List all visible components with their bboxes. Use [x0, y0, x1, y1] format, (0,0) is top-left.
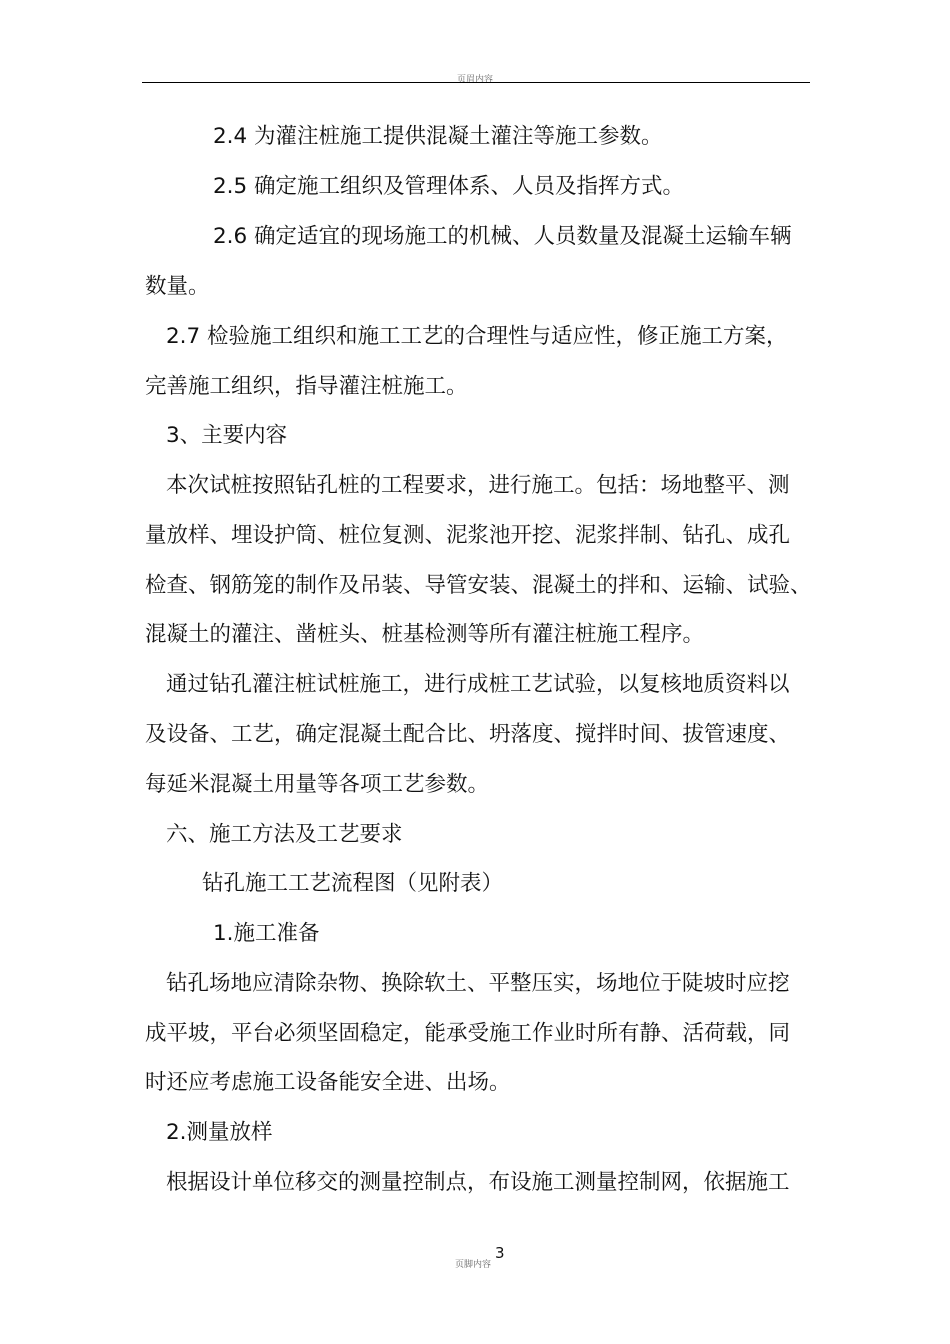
body-line: 2.6 确定适宜的现场施工的机械、人员数量及混凝土运输车辆 [213, 224, 792, 249]
body-line: 量放样、埋设护筒、桩位复测、泥浆池开挖、泥浆拌制、钻孔、成孔 [145, 523, 791, 548]
body-line: 2.7 检验施工组织和施工工艺的合理性与适应性，修正施工方案， [166, 324, 788, 349]
body-line: 数量。 [145, 274, 210, 299]
subsection-heading: 2.测量放样 [166, 1120, 273, 1145]
body-line: 钻孔场地应清除杂物、换除软土、平整压实，场地位于陡坡时应挖 [166, 971, 790, 996]
page-number: 3 [495, 1244, 505, 1262]
subsection-heading: 1.施工准备 [213, 921, 320, 946]
body-line: 根据设计单位移交的测量控制点，布设施工测量控制网，依据施工 [166, 1170, 790, 1195]
body-line: 钻孔施工工艺流程图（见附表） [202, 871, 504, 896]
body-line: 完善施工组织，指导灌注桩施工。 [145, 374, 468, 399]
body-line: 2.5 确定施工组织及管理体系、人员及指挥方式。 [213, 174, 685, 199]
section-heading: 3、主要内容 [166, 423, 288, 448]
body-line: 混凝土的灌注、凿桩头、桩基检测等所有灌注桩施工程序。 [145, 622, 705, 647]
body-line: 本次试桩按照钻孔桩的工程要求，进行施工。包括：场地整平、测 [166, 473, 790, 498]
body-line: 检查、钢筋笼的制作及吊装、导管安装、混凝土的拌和、运输、试验、 [145, 573, 812, 598]
body-line: 时还应考虑施工设备能安全进、出场。 [145, 1070, 511, 1095]
page-header-text: 页眉内容 [456, 75, 493, 85]
body-line: 成平坡，平台必须坚固稳定，能承受施工作业时所有静、活荷载，同 [145, 1021, 791, 1046]
body-line: 通过钻孔灌注桩试桩施工，进行成桩工艺试验，以复核地质资料以 [166, 672, 790, 697]
body-line: 2.4 为灌注桩施工提供混凝土灌注等施工参数。 [213, 124, 663, 149]
body-line: 每延米混凝土用量等各项工艺参数。 [145, 772, 490, 797]
section-heading: 六、施工方法及工艺要求 [166, 822, 403, 847]
header-rule [142, 82, 810, 83]
body-line: 及设备、工艺，确定混凝土配合比、坍落度、搅拌时间、拔管速度、 [145, 722, 791, 747]
page-footer-text: 页脚内容 [455, 1260, 492, 1270]
